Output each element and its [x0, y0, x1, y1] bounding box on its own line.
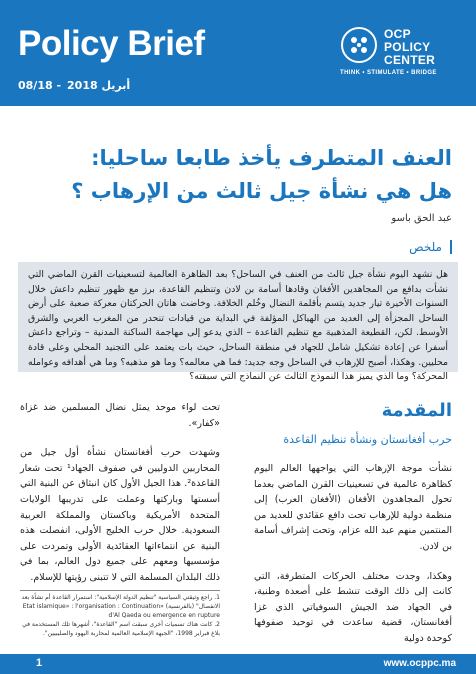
author-name: عبد الحق باسو	[391, 213, 452, 224]
logo-tagline: THINK • STIMULATE • BRIDGE	[340, 70, 437, 76]
issue-date: أبريل 2018	[67, 79, 131, 92]
summary-heading: ملخص	[409, 240, 452, 254]
summary-text: هل نشهد اليوم نشأة جيل ثالث من العنف في الساحل؟ بعد الظاهرة العالمية لتسعينيات القرن الماضي التي نشأت بدافع من المجاهدين الأفغان وقادها أسامة بن لادن وتنظيم القاعدة، برز مع ظهور تنظيم داعش خلال السنوات الأخيرة تيار جديد يتسم بأقلمة النضال وخُلم الخلافة. وخاضت هاتان الحركتان معركة صعبة على أرض الساحل المجزأة إلى العديد من الهياكل المؤلفة في البداية من قيادات تنحدر من المغرب العربي والشرق الأوسط. لكن، القطيعة المذهبية مع تنظيم القاعدة – الذي يدعو إلى مهاجمة الساكنة المدنية – وتراجع داعش أسفرا عن إعادة تشكيل شامل للجهاد في منطقة الساحل، حيث بات يعتمد على التجنيد المحلي وعلى قادة محليين. وهكذا، أصبح للإرهاب في الساحل وجه جديد: فما هي معالمه؟ وما هو مذهبه؟ وما هي أهدافه وعوامله المحركة؟ وما الذي يميز هذا النموذج الثالث عن النماذج التي سبقته؟	[28, 269, 448, 383]
issue-date-line	[18, 79, 130, 92]
intro-heading: المقدمة	[381, 400, 452, 421]
document-title	[22, 142, 452, 208]
title-line-1: العنف المتطرف يأخذ طابعا ساحليا:	[91, 146, 452, 170]
footer-bar	[0, 654, 476, 674]
summary-box	[18, 262, 458, 383]
publication-type-title: Policy Brief	[18, 24, 205, 63]
issue-number: 08/18 -	[18, 79, 62, 92]
left-paragraph-1: تحت لواء موحد يمثل نضال المسلمين ضد غزاة «كفار».	[20, 402, 220, 429]
intro-paragraph-1: نشأت موجة الإرهاب التي يواجهها العالم اليوم كظاهرة عالمية في تسعينيات القرن الماضي بعدما تحول المجاهدون الأفغان (الأفغان العرب) إلى منظمة دولية للإرهاب تحت دافع عقائدي للعديد من المنتمين منهم عبد الله عزام، وتحت إشراف أسامة بن لادن.	[254, 463, 452, 552]
right-column	[254, 400, 452, 647]
intro-paragraph-2: وهكذا، وجدت مختلف الحركات المتطرفة، التي كانت إلى ذلك الوقت تنشط على أصعدة وطنية، في الجهاد ضد الجيش السوفياتي الذي غزا أفغانستان، قضية ساعدت في توحيد صفوفها كوحدة دولية	[254, 570, 452, 644]
title-line-2: هل هي نشأة جيل ثالث من الإرهاب ؟	[71, 179, 452, 203]
footnotes	[20, 590, 220, 638]
header-banner	[0, 0, 476, 106]
left-paragraph-2: وشهدت حرب أفغانستان نشأة أول جيل من المحاربين الدوليين في صفوف الجهاد¹ تحت شعار القاعدة². هذا الجيل الأول كان انبثاق عن البنية التي أسستها وباركتها وعملت على تدريبها الولايات المتحدة الأمريكية وباكستان والمملكة العربية السعودية. خلال حرب الخليج الأولى، انفصلت هذه البنية عن انتماءاتها العقائدية الأولى وتمردت على مؤسسيها ومعهم على جميع دول العالم، بما في ذلك البلدان المسلمة التي لا تتبنى رؤيتها للإسلام.	[20, 447, 221, 583]
left-column	[20, 400, 220, 586]
website-link[interactable]: www.ocppc.ma	[383, 658, 456, 669]
footnote-1: 1. راجع وثيقتي السياسية "تنظيم الدولة الإسلامية": استمرار القاعدة أم نشأة بعد الانفصال" (بالفرنسية) «Etat islamique» : l'organisation : Continuation d'Al Qaeda ou emergence en rupture	[21, 594, 220, 619]
page-number: 1	[36, 657, 43, 669]
logo-name: OCP POLICY CENTER	[384, 27, 436, 67]
footnote-2: 2. كانت هناك تسميات أخرى سبقت اسم "القاعدة"، أشهرها تلك المستخدمة في بلاغ فبراير 1998، "الجبهة الإسلامية العالمية لمحاربة اليهود والصليبيين".	[22, 621, 220, 637]
ocp-policy-center-logo[interactable]	[340, 24, 460, 86]
logo-mark-icon	[340, 26, 378, 64]
intro-subheading: حرب أفغانستان ونشأة تنظيم القاعدة	[283, 433, 452, 446]
